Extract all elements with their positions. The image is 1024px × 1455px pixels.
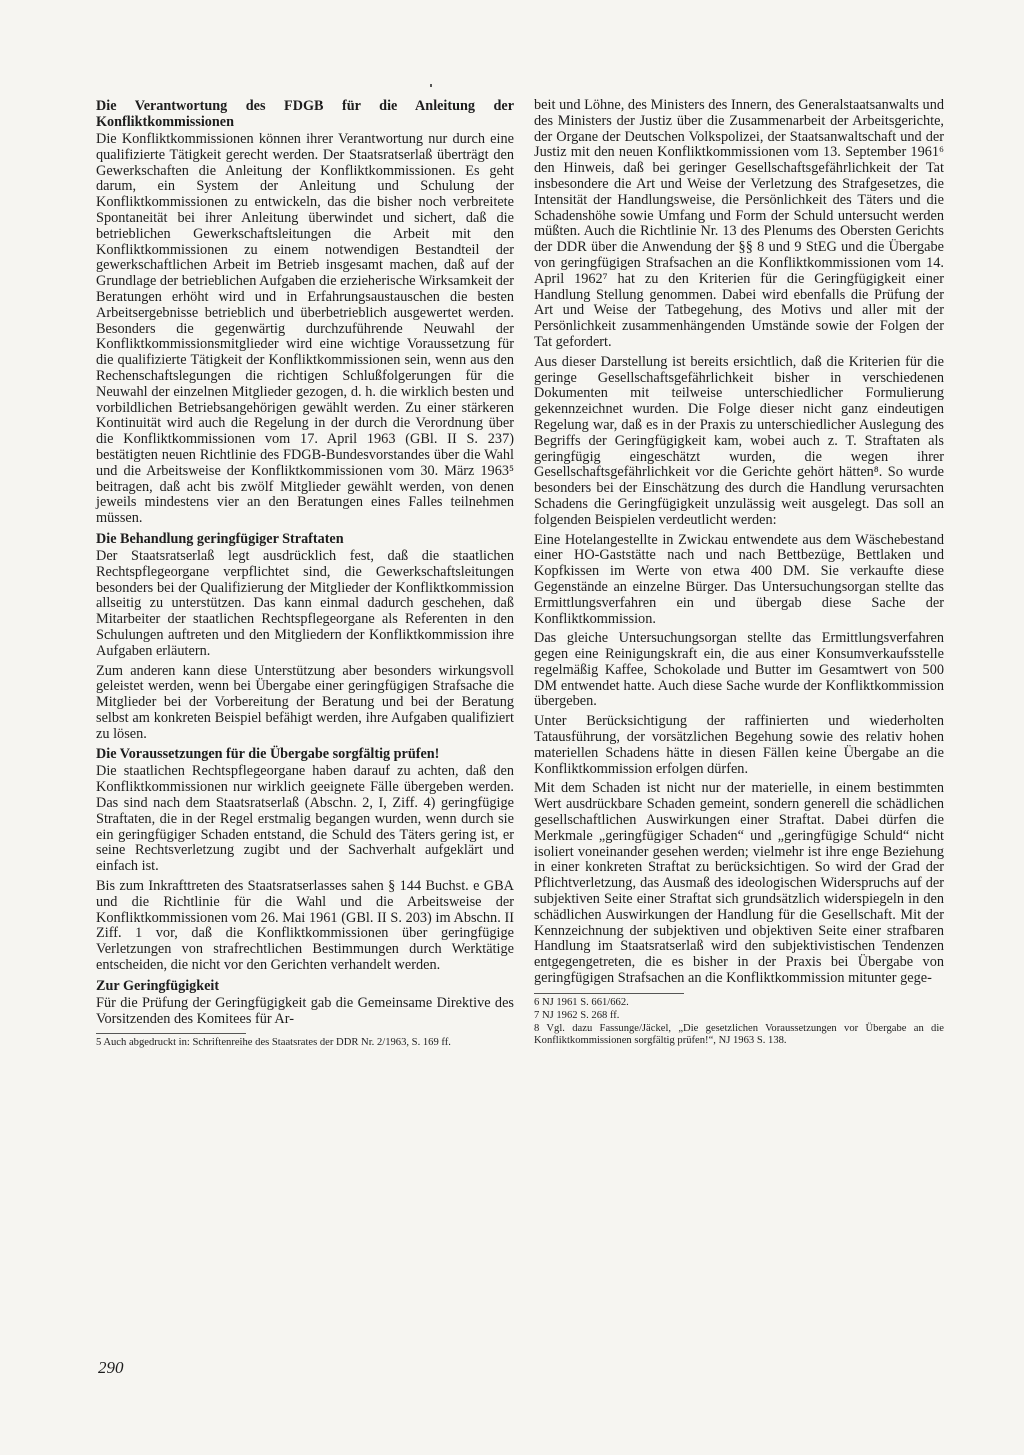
paragraph: Mit dem Schaden ist nicht nur der materielle, in einem bestimmten Wert ausdrückbare Schaden gemeint, sondern generell die schädlichen gesellschaftlichen Auswirkungen einer Straftat. Dabei dürfen die Merkmale „geringfügiger Schaden“ und „geringfügige Schuld“ nicht isoliert voneinander gesehen werden; vielmehr ist ihre enge Beziehung in einer konkreten Straftat zu berücksichtigen. So wird der Grad der Pflichtverletzung, das Ausmaß des ideologischen Widerspruchs auf der subjektiven Seite einer Straftat sich grundsätzlich widerspiegeln in den schädlichen Auswirkungen der Handlung für die Gesellschaft. Mit der Kennzeichnung der subjektiven und objektiven Seite einer strafbaren Handlung im Staatsratserlaß wird den subjektivistischen Tendenzen entgegengetreten, die es bisher in der Praxis bei Übergabe von geringfügigen Strafsachen an die Konfliktkommission mitunter gege-	[534, 780, 944, 987]
footnote-5: 5 Auch abgedruckt in: Schriftenreihe des Staatsrates der DDR Nr. 2/1963, S. 169 ff.	[96, 1037, 451, 1049]
footnotes-right	[534, 997, 944, 1047]
right-column	[534, 98, 944, 1048]
paragraph: Die Konfliktkommissionen können ihrer Verantwortung nur durch eine qualifizierte Tätigkeit gerecht werden. Der Staatsratserlaß überträgt den Gewerkschaften die Anleitung der Konfliktkommissionen. Es geht darum, ein System der Anleitung und Schulung der Konfliktkommissionen zu entwickeln, das die bisher noch verbreitete Spontaneität bei ihrer Anleitung überwindet und sichert, daß die betrieblichen Gewerkschaftsleitungen die Arbeit mit den Konfliktkommissionen zu einem notwendigen Bestandteil der gewerkschaftlichen Arbeit im Betrieb insgesamt machen, daß auf der Grundlage der betrieblichen Aufgaben die erzieherische Wirksamkeit der Beratungen erhöht wird und in Erfahrungsaustauschen die besten Arbeitsergebnisse betrieblich und überbetrieblich ausgewertet werden. Besonders die gegenwärtig durchzuführende Neuwahl der Konfliktkommissionsmitglieder wird eine wichtige Voraussetzung für die qualifizierte Tätigkeit der Konfliktkommissionen sein, wenn aus den Rechenschaftslegungen die richtigen Schlußfolgerungen für die Neuwahl der einzelnen Mitglieder gezogen, d. h. die wirklich besten und vorbildlichen Betriebsangehörigen gewählt werden. Zu einer stärkeren Kontinuität wird auch die Regelung in der durch die Verordnung über die Konfliktkommissionen vom 17. April 1963 (GBl. II S. 237) bestätigten neuen Richtlinie des FDGB-Bundesvorstandes über die Wahl und die Arbeitsweise der Konfliktkommissionen vom 30. März 1963⁵ beitragen, daß acht bis zwölf Mitglieder gewählt werden, von denen jeweils mindestens vier an den Beratungen eines Falles teilnehmen müssen.	[96, 131, 514, 527]
paragraph: Bis zum Inkrafttreten des Staatsratserlasses sahen § 144 Buchst. e GBA und die Richtlinie für die Wahl und die Arbeitsweise der Konfliktkommissionen vom 26. Mai 1961 (GBl. II S. 203) im Abschn. II Ziff. 1 vor, daß die Konfliktkommissionen über geringfügige Verletzungen von strafrechtlichen Bestimmungen durch Werktätige entscheiden, die nicht vor den Gerichten verhandelt werden.	[96, 878, 514, 974]
footnote-divider	[534, 993, 684, 994]
footnote-8: 8 Vgl. dazu Fassunge/Jäckel, „Die gesetzlichen Voraussetzungen vor Übergabe an die Konfliktkommissionen sorgfältig prüfen!“, NJ 1963 S. 138.	[534, 1022, 944, 1046]
page-number: 290	[98, 1358, 124, 1377]
left-column	[96, 98, 514, 1050]
footnote-divider	[96, 1033, 246, 1034]
footnote-6: 6 NJ 1961 S. 661/662.	[534, 996, 629, 1008]
paragraph: Eine Hotelangestellte in Zwickau entwendete aus dem Wäschebestand einer HO-Gaststätte nach und nach Bettbezüge, Bettlaken und Kopfkissen im Werte von etwa 400 DM. Sie verkaufte diese Gegenstände an einzelne Bürger. Das Untersuchungsorgan stellte das Ermittlungsverfahren ein und übergab diese Sache der Konfliktkommission.	[534, 531, 944, 627]
paragraph: beit und Löhne, des Ministers des Innern, des Generalstaatsanwalts und des Ministers der Justiz über die Zusammenarbeit der Arbeitsgerichte, der Organe der Deutschen Volkspolizei, der Staatsanwaltschaft und der Justiz mit den neuen Konfliktkommissionen vom 13. September 1961⁶ den Hinweis, daß bei geringer Gesellschaftsgefährlichkeit der Tat insbesondere die Art und Weise der Verletzung des Strafgesetzes, die Intensität der Handlungsweise, die Persönlichkeit des Täters und die Schadenshöhe sowie Umfang und Form der Schuld untersucht werden müßten. Auch die Richtlinie Nr. 13 des Plenums des Obersten Gerichts der DDR über die Anwendung der §§ 8 und 9 StEG und die Übergabe von geringfügigen Strafsachen an die Konfliktkommissionen vom 14. April 1962⁷ hat zu den Kriterien für die Geringfügigkeit einer Handlung Stellung genommen. Dabei wird ebenfalls die Prüfung der Art und Weise der Tatbegehung, des Motivs und aller mit der Persönlichkeit zusammenhängenden Umstände sowie der Folgen der Tat gefordert.	[534, 97, 944, 350]
paragraph: Aus dieser Darstellung ist bereits ersichtlich, daß die Kriterien für die geringe Gesellschaftsgefährlichkeit bisher in verschiedenen Dokumenten mit teilweise unterschiedlicher Formulierung gekennzeichnet wurden. Die Folge dieser nicht ganz eindeutigen Regelung war, daß es in der Praxis zu unterschiedlicher Auslegung des Begriffs der Geringfügigkeit kam, wobei auch z. T. Straftaten als geringfügig eingeschätzt wurden, die wegen ihrer Gesellschaftsgefährlichkeit vor die Gerichte gehört hätten⁸. So wurde besonders bei der Einschätzung des durch die Handlung verursachten Schadens die Geringfügigkeit unzulässig weit ausgelegt. Das soll an folgenden Beispielen verdeutlicht werden:	[534, 353, 944, 528]
heading-minor-nature: Zur Geringfügigkeit	[96, 977, 220, 994]
footnote-7: 7 NJ 1962 S. 268 ff.	[534, 1009, 620, 1021]
paragraph: Der Staatsratserlaß legt ausdrücklich fest, daß die staatlichen Rechtspflegeorgane verpflichtet sind, die Gewerkschaftsleitungen besonders bei der Qualifizierung der Mitglieder der Konfliktkommission allseitig zu unterstützen. Das kann einmal dadurch geschehen, daß Mitarbeiter der staatlichen Rechtspflegeorgane als Referenten in den Schulungen auftreten und den Mitgliedern der Konfliktkommission ihre Aufgaben erläutern.	[96, 547, 514, 659]
heading-minor-offences: Die Behandlung geringfügiger Straftaten	[96, 530, 344, 547]
footnotes-left	[96, 1037, 514, 1049]
heading-transfer-conditions: Die Voraussetzungen für die Übergabe sorgfältig prüfen!	[96, 746, 440, 763]
heading-fdgb-responsibility: Die Verantwortung des FDGB für die Anleitung der Konfliktkommissionen	[96, 98, 514, 130]
left-column-text	[96, 98, 514, 1027]
paragraph: Die staatlichen Rechtspflegeorgane haben darauf zu achten, daß den Konfliktkommissionen nur wirklich geeignete Fälle übergeben werden. Das sind nach dem Staatsratserlaß (Abschn. 2, I, Ziff. 4) geringfügige Straftaten, die in der Regel erstmalig begangen wurden, wenn durch sie ein geringfügiger Schaden entstand, die Schuld des Täters gering ist, er seine Rechtsverletzung zugibt und der Sachverhalt aufgeklärt und einfach ist.	[96, 763, 514, 875]
paragraph: Unter Berücksichtigung der raffinierten und wiederholten Tatausführung, der vorsätzlichen Begehung sowie des relativ hohen materiellen Schadens hätte in diesen Fällen keine Übergabe an die Konfliktkommission erfolgen dürfen.	[534, 713, 944, 777]
print-speck	[430, 84, 432, 87]
right-column-text	[534, 98, 944, 987]
paragraph: Das gleiche Untersuchungsorgan stellte das Ermittlungsverfahren gegen eine Reinigungskraft ein, die aus einer Konsumverkaufsstelle regelmäßig Kaffee, Schokolade und Butter im Gesamtwert von 500 DM entwendet hatte. Auch diese Sache wurde der Konfliktkommission übergeben.	[534, 630, 944, 710]
paragraph: Zum anderen kann diese Unterstützung aber besonders wirkungsvoll geleistet werden, wenn bei Übergabe einer geringfügigen Strafsache die Mitglieder bei der Vorbereitung der Beratung und bei der Beratung selbst am konkreten Beispiel befähigt werden, ihre Aufgaben qualifiziert zu lösen.	[96, 662, 514, 742]
paragraph: Für die Prüfung der Geringfügigkeit gab die Gemeinsame Direktive des Vorsitzenden des Komitees für Ar-	[96, 994, 514, 1027]
